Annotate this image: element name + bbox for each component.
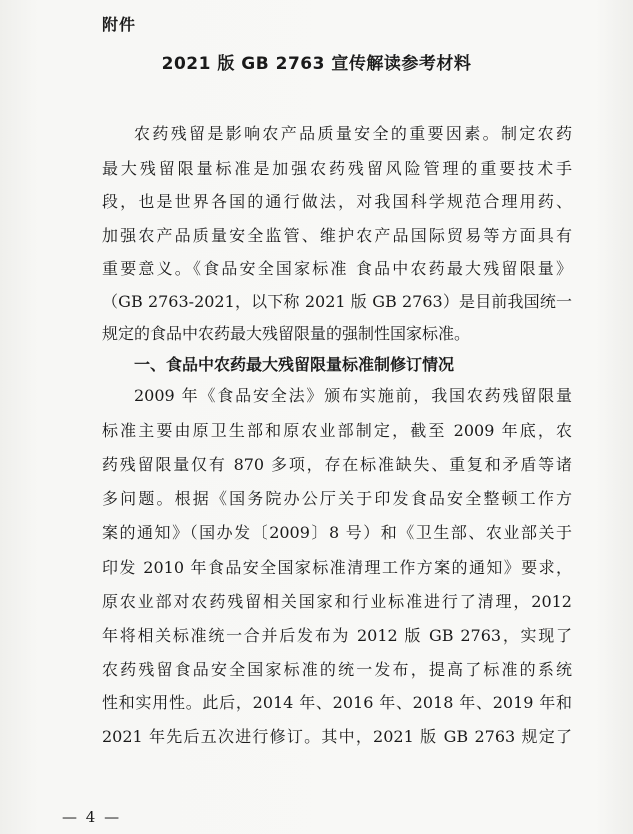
paragraph-line: 多问题。根据《国务院办公厅关于印发食品安全整顿工作方 xyxy=(102,489,572,508)
paragraph-line: 案的通知》（国办发〔2009〕8 号）和《卫生部、农业部关于 xyxy=(102,523,572,542)
paragraph-line: 2009 年《食品安全法》颁布实施前，我国农药残留限量 xyxy=(134,386,572,405)
paragraph-line: 印发 2010 年食品安全国家标准清理工作方案的通知》要求， xyxy=(102,558,572,577)
paragraph-line: 重要意义。《食品安全国家标准 食品中农药最大残留限量》 xyxy=(102,259,572,278)
document-title: 2021 版 GB 2763 宣传解读参考材料 xyxy=(161,54,472,74)
paragraph-line: （GB 2763-2021，以下称 2021 版 GB 2763）是目前我国统一 xyxy=(102,292,572,311)
paragraph-line: 年将相关标准统一合并后发布为 2012 版 GB 2763，实现了 xyxy=(102,626,572,645)
paragraph-line: 段，也是世界各国的通行做法，对我国科学规范合理用药、 xyxy=(102,192,572,211)
paragraph-line: 药残留限量仅有 870 多项，存在标准缺失、重复和矛盾等诸 xyxy=(102,455,572,474)
paragraph-line: 规定的食品中农药最大残留限量的强制性国家标准。 xyxy=(102,324,471,343)
page-number: — 4 — xyxy=(62,808,122,826)
paragraph-line: 农药残留是影响农产品质量安全的重要因素。制定农药 xyxy=(134,124,572,143)
paragraph-line: 农药残留食品安全国家标准的统一发布，提高了标准的系统 xyxy=(102,660,572,679)
paragraph-line: 原农业部对农药残留相关国家和行业标准进行了清理，2012 xyxy=(102,592,572,611)
attachment-label: 附件 xyxy=(102,15,137,34)
paragraph-line: 最大残留限量标准是加强农药残留风险管理的重要技术手 xyxy=(102,159,572,178)
paragraph-line: 加强农产品质量安全监管、维护农产品国际贸易等方面具有 xyxy=(102,226,572,245)
paragraph-line: 性和实用性。此后，2014 年、2016 年、2018 年、2019 年和 xyxy=(102,693,572,712)
paragraph-line: 2021 年先后五次进行修订。其中，2021 版 GB 2763 规定了 xyxy=(102,727,572,746)
paragraph-line: 标准主要由原卫生部和原农业部制定，截至 2009 年底，农 xyxy=(102,421,572,440)
section-heading: 一、食品中农药最大残留限量标准制修订情况 xyxy=(134,355,455,374)
